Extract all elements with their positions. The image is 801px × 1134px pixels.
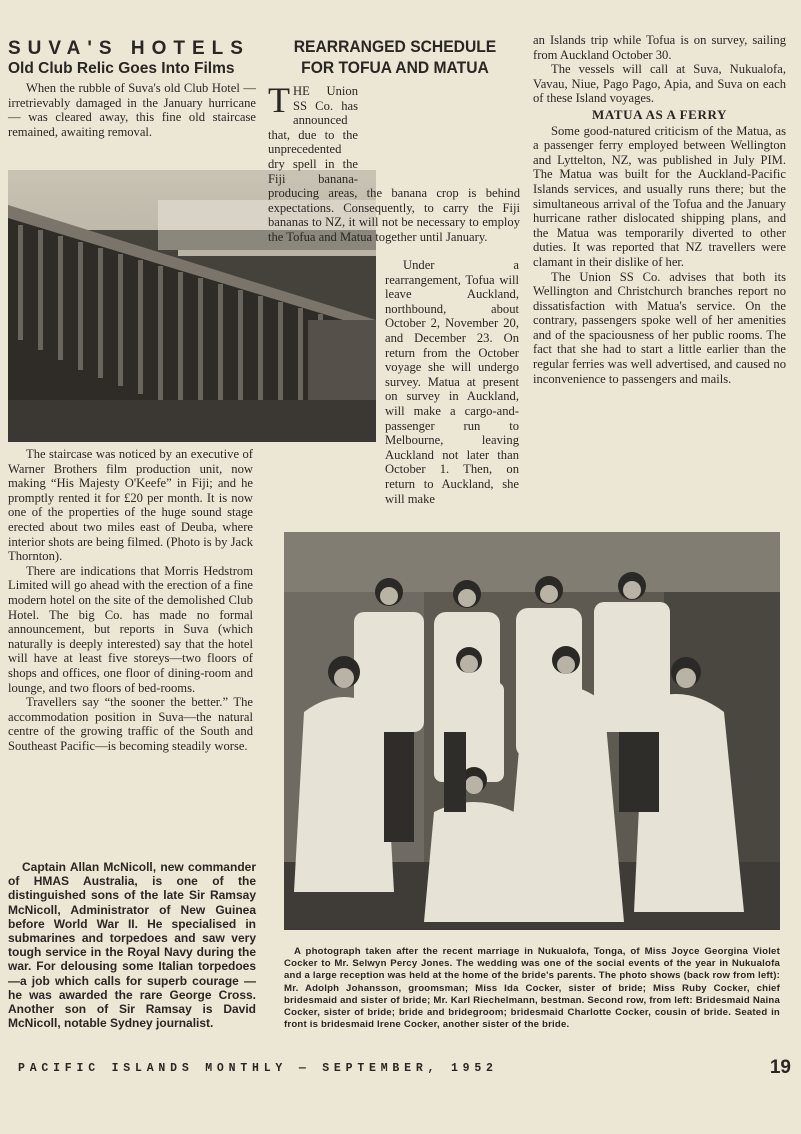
article-headline: Old Club Relic Goes Into Films — [8, 60, 235, 77]
schedule-body-narrow — [385, 258, 519, 506]
ports-of-call-paragraph: The vessels will call at Suva, Nukualofa, Vavau, Niue, Pago Pago, Apia, and Suva on each of these Island voyages. — [533, 62, 786, 106]
suva-hotels-article — [8, 38, 256, 139]
staircase-paragraph: The staircase was noticed by an executive of Warner Brothers film production unit, now making “His Majesty O'Keefe” in Fiji; and he promptly rented it for £20 per month. It is now one of the properties of the huge sound stage erected about two miles east of Deuba, where interior shots are being filmed. (Photo is by Jack Thornton). — [8, 447, 253, 564]
section-kicker: SUVA'S HOTELS — [8, 38, 250, 59]
islands-trip-paragraph: an Islands trip while Tofua is on survey, sailing from Auckland October 30. — [533, 33, 786, 62]
schedule-first-paragraph-text: HE Union SS Co. has announced that, due to the unprecedented dry spell in the Fiji banana-producing areas, the banana crop is behind expectations. Consequently, to carry the Fiji bananas to NZ, it will not be necessary to employ the Tofua and Matua together until January. — [268, 84, 520, 244]
travellers-paragraph: Travellers say “the sooner the better.” The accommodation position in Suva—the natural centre of the growing traffic of the South and Southeast Pacific—is becoming steadily worse. — [8, 695, 253, 753]
schedule-headline-line1: REARRANGED SCHEDULE — [293, 37, 497, 56]
suva-hotels-continued — [8, 447, 253, 753]
rearrangement-paragraph: Under a rearrangement, Tofua will leave Auckland, northbound, about October 2, November 20, and December 23. On return from the October voyage she will undergo survey. Matua at present on survey in Auckland, will make a cargo-and-passenger run to Melbourne, leaving Auckland not later than October 1. Then, on return to Auckland, she will make — [385, 258, 519, 506]
page-footer: PACIFIC ISLANDS MONTHLY — SEPTEMBER, 1952 — [18, 1062, 498, 1075]
hotel-plans-paragraph: There are indications that Morris Hedstrom Limited will go ahead with the erection of a fine modern hotel on the site of the demolished Club Hotel. The big Co. has made no formal announcement, but reports in Suva (which naturally is deeply interested) say that the hotel will have at least five storeys—two floors of shops and offices, one floor of dining-room and lounge, and two floors of bed-rooms. — [8, 563, 253, 695]
schedule-article — [266, 36, 524, 78]
mcnicoll-paragraph: Captain Allan McNicoll, new commander of HMAS Australia, is one of the distinguished sons of the late Sir Ramsay McNicoll, Administrator of New Guinea before World War II. He specialised in submarines and torpedoes and saw very tough service in the Royal Navy during the war. For delousing some Italian torpedoes—a job which calls for superb courage —he was awarded the rare George Cross. Another son of Sir Ramsay is David McNicoll, notable Sydney journalist. — [8, 860, 256, 1031]
page-number: 19 — [769, 1057, 791, 1078]
wedding-photo-image — [284, 532, 780, 930]
schedule-body — [268, 80, 520, 245]
photo-wrap-spacer — [358, 84, 520, 176]
intro-paragraph: When the rubble of Suva's old Club Hotel — irretrievably damaged in the January hurricane — was cleared away, this fine old staircase remained, awaiting removal. — [8, 81, 256, 139]
drop-cap: T — [268, 80, 290, 120]
ferry-criticism-paragraph: Some good-natured criticism of the Matua, as a passenger ferry employed between Wellington and Lyttelton, NZ, was published in July PIM. The Matua was built for the Auckland-Pacific Islands services, and usually runs there; but the simultaneous arrival of the Tofua and the January hurricane rather dislocated shipping plans, and the Matua was temporarily diverted to other duties. It was reported that NZ travellers were clamant in their dislike of her. — [533, 123, 786, 269]
schedule-headline-line2: FOR TOFUA AND MATUA — [301, 58, 489, 77]
wedding-caption — [284, 946, 780, 1031]
union-response-paragraph: The Union SS Co. advises that both its Wellington and Christchurch branches report no dissatisfaction with Matua's service. On the contrary, passengers spoke well of her amenities and of the spaciousness of her public rooms. The fact that she had to start a little earlier than the regular ferries was well advertised, and caused no inconvenience to passengers and mails. — [533, 269, 786, 386]
mcnicoll-item — [8, 860, 256, 1030]
schedule-continued — [533, 33, 786, 386]
wedding-caption-text: A photograph taken after the recent marriage in Nukualofa, Tonga, of Miss Joyce Georgina Violet Cocker to Mr. Selwyn Percy Jones. The wedding was one of the social events of the year in Nukualofa and a large reception was held at the home of the bride's parents. The photo shows (back row from left): Mr. Adolph Johansson, groomsman; Miss Ida Cocker, sister of bride; Miss Ruby Cocker, chief bridesmaid and sister of bride; Mr. Karl Riechelmann, bestman. Second row, from left: Bridesmaid Naina Cocker, sister of bride; bride and bridegroom; bridesmaid Charlotte Cocker, cousin of bride. Seated in front is bridesmaid Irene Cocker, another sister of the bride. — [284, 946, 780, 1031]
ferry-subhead: MATUA AS A FERRY — [592, 106, 727, 122]
wedding-photo — [284, 532, 780, 930]
